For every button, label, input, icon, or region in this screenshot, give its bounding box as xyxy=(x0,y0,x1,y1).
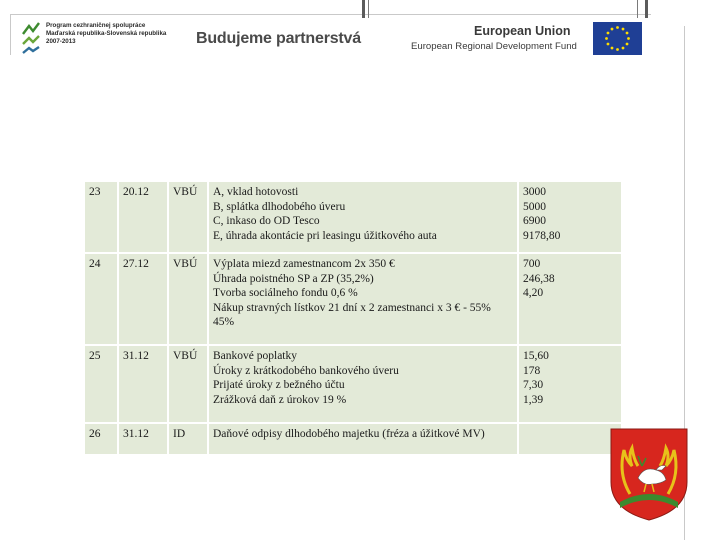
row-amounts xyxy=(519,346,621,422)
coat-of-arms-icon xyxy=(608,426,690,522)
amount-line: 5000 xyxy=(523,200,546,213)
amount-line: 7,30 xyxy=(523,379,544,391)
row-date: 27.12 xyxy=(119,254,167,344)
description-line: B, splátka dlhodobého úveru xyxy=(213,200,346,213)
row-description xyxy=(209,182,517,252)
row-document: VBÚ xyxy=(169,182,207,252)
row-description xyxy=(209,254,517,344)
row-number: 24 xyxy=(85,254,117,344)
eu-logo-block xyxy=(410,20,650,56)
program-title: Program cezhraničnej spolupráce Maďarská republika-Slovenská republika 2007-2013 xyxy=(46,22,167,45)
eu-title: European Union xyxy=(474,24,571,38)
program-logo-icon xyxy=(21,20,41,56)
description-line: Zrážková daň z úrokov 19 % xyxy=(213,393,347,406)
amount-line: 9178,80 xyxy=(523,229,561,242)
eu-flag-icon xyxy=(593,22,642,55)
row-amounts xyxy=(519,182,621,252)
row-date: 20.12 xyxy=(119,182,167,252)
description-line: A, vklad hotovosti xyxy=(213,186,299,198)
description-line: E, úhrada akontácie pri leasingu úžitkového auta xyxy=(213,229,437,242)
description-line: 45% xyxy=(213,316,235,328)
amount-line: 178 xyxy=(523,364,541,377)
row-amounts xyxy=(519,254,621,344)
row-document: VBÚ xyxy=(169,346,207,422)
description-line: Úroky z krátkodobého bankového úveru xyxy=(213,364,399,377)
amount-line: 15,60 xyxy=(523,350,549,362)
table-row xyxy=(85,254,621,344)
eu-star xyxy=(626,43,629,46)
row-date: 31.12 xyxy=(119,424,167,454)
row-date: 31.12 xyxy=(119,346,167,422)
table-row xyxy=(85,424,621,454)
eu-star xyxy=(616,48,619,51)
row-number: 26 xyxy=(85,424,117,454)
row-document: ID xyxy=(169,424,207,454)
description-line: Nákup stravných lístkov 21 dní x 2 zamestnanci x 3 € - 55% xyxy=(213,301,491,314)
row-description xyxy=(209,346,517,422)
slogan: Budujeme partnerstvá xyxy=(196,30,361,47)
row-amounts xyxy=(519,424,621,454)
eu-star xyxy=(627,37,630,40)
description-line: Výplata miezd zamestnancom 2x 350 € xyxy=(213,258,395,270)
eu-star xyxy=(607,32,610,35)
eu-star xyxy=(611,28,614,31)
row-description xyxy=(209,424,517,454)
eu-subtitle: European Regional Development Fund xyxy=(411,41,577,52)
header-banner xyxy=(18,18,650,58)
eu-star xyxy=(626,32,629,35)
row-number: 23 xyxy=(85,182,117,252)
amount-line: 6900 xyxy=(523,215,546,227)
eu-star xyxy=(622,47,625,50)
eu-star xyxy=(605,37,608,40)
description-line: C, inkaso do OD Tesco xyxy=(213,215,320,227)
description-line: Daňové odpisy dlhodobého majetku (fréza a úžitkové MV) xyxy=(213,428,485,440)
amount-line: 246,38 xyxy=(523,272,555,285)
table-row xyxy=(85,346,621,422)
eu-star xyxy=(616,26,619,29)
transactions-table xyxy=(83,180,623,456)
row-number: 25 xyxy=(85,346,117,422)
table-row xyxy=(85,182,621,252)
description-line: Úhrada poistného SP a ZP (35,2%) xyxy=(213,272,374,285)
amount-line: 3000 xyxy=(523,186,546,198)
row-document: VBÚ xyxy=(169,254,207,344)
eu-star xyxy=(607,43,610,46)
eu-star xyxy=(622,28,625,31)
amount-line: 4,20 xyxy=(523,287,544,299)
amount-line: 1,39 xyxy=(523,393,544,406)
eu-star xyxy=(611,47,614,50)
description-line: Prijaté úroky z bežného účtu xyxy=(213,379,345,391)
amount-line: 700 xyxy=(523,258,541,270)
description-line: Bankové poplatky xyxy=(213,350,297,362)
description-line: Tvorba sociálneho fondu 0,6 % xyxy=(213,287,358,299)
